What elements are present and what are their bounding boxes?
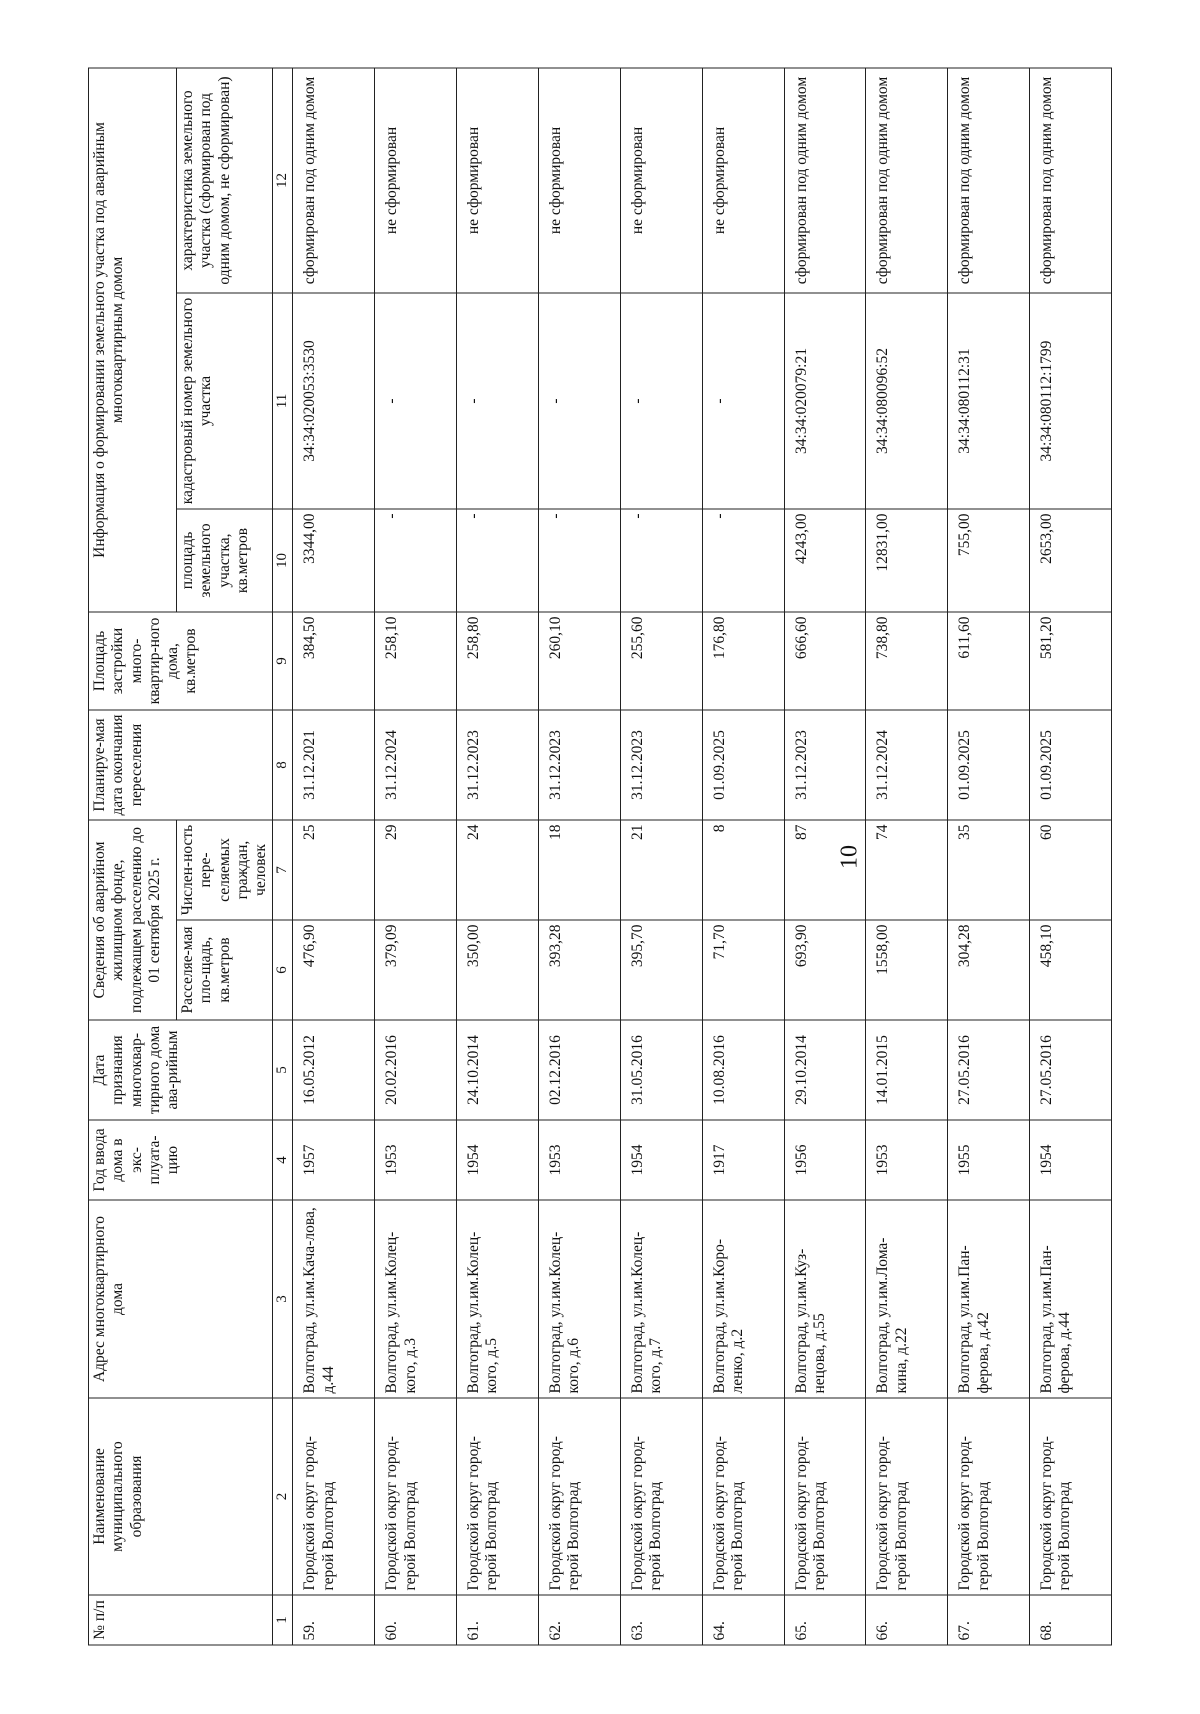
- cell-cadastral: -: [702, 293, 784, 509]
- header-land-area: площадь земельного участка, кв.метров: [177, 509, 273, 612]
- cell-cadastral: 34:34:080096:52: [866, 293, 948, 509]
- header-land-char: характеристика земельного участка (сформирован под одним домом, не сформирован): [177, 68, 273, 293]
- cell-date-recognized: 27.05.2016: [948, 1020, 1030, 1120]
- cell-year: 1957: [293, 1120, 375, 1200]
- cell-building-area: 258,10: [375, 612, 457, 710]
- cell-land-area: 3344,00: [293, 509, 375, 612]
- column-number: 12: [273, 68, 293, 293]
- cell-address: Волгоград, ул.им.Куз-нецова, д.55: [784, 1200, 866, 1398]
- cell-building-area: 176,80: [702, 612, 784, 710]
- cell-people: 60: [1030, 820, 1112, 920]
- column-number: 4: [273, 1120, 293, 1200]
- header-name: Наименование муниципального образования: [89, 1398, 273, 1595]
- column-number-row: [273, 68, 293, 1645]
- cell-land-area: -: [620, 509, 702, 612]
- column-number: 6: [273, 920, 293, 1020]
- cell-name: Городской округ город-герой Волгоград: [293, 1398, 375, 1595]
- cell-planned-date: 31.12.2023: [784, 710, 866, 820]
- cell-land-area: 4243,00: [784, 509, 866, 612]
- cell-name: Городской округ город-герой Волгоград: [948, 1398, 1030, 1595]
- cell-date-recognized: 29.10.2014: [784, 1020, 866, 1120]
- cell-no: 68.: [1030, 1595, 1112, 1645]
- cell-building-area: 581,20: [1030, 612, 1112, 710]
- cell-cadastral: 34:34:080112:1799: [1030, 293, 1112, 509]
- table-row: [948, 68, 1030, 1645]
- cell-area-resettled: 71,70: [702, 920, 784, 1020]
- cell-address: Волгоград, ул.им.Кача-лова, д.44: [293, 1200, 375, 1398]
- cell-people: 8: [702, 820, 784, 920]
- cell-area-resettled: 304,28: [948, 920, 1030, 1020]
- cell-year: 1954: [457, 1120, 539, 1200]
- table-row: [457, 68, 539, 1645]
- cell-building-area: 384,50: [293, 612, 375, 710]
- table-body: [293, 68, 1112, 1645]
- cell-date-recognized: 20.02.2016: [375, 1020, 457, 1120]
- cell-date-recognized: 16.05.2012: [293, 1020, 375, 1120]
- cell-no: 66.: [866, 1595, 948, 1645]
- cell-land-char: не сформирован: [375, 68, 457, 293]
- cell-address: Волгоград, ул.им.Пан-ферова, д.42: [948, 1200, 1030, 1398]
- cell-date-recognized: 14.01.2015: [866, 1020, 948, 1120]
- cell-people: 18: [538, 820, 620, 920]
- header-year: Год ввода дома в экс-плуата-цию: [89, 1120, 273, 1200]
- cell-area-resettled: 395,70: [620, 920, 702, 1020]
- cell-planned-date: 31.12.2024: [866, 710, 948, 820]
- cell-planned-date: 01.09.2025: [948, 710, 1030, 820]
- emergency-housing-table: [88, 68, 1112, 1646]
- cell-no: 61.: [457, 1595, 539, 1645]
- cell-land-area: 2653,00: [1030, 509, 1112, 612]
- cell-planned-date: 01.09.2025: [702, 710, 784, 820]
- cell-name: Городской округ город-герой Волгоград: [702, 1398, 784, 1595]
- header-date-recognized: Дата признания многоквар-тирного дома ава-рийным: [89, 1020, 273, 1120]
- cell-planned-date: 31.12.2024: [375, 710, 457, 820]
- table-row: [538, 68, 620, 1645]
- table-header: [89, 68, 293, 1645]
- cell-year: 1955: [948, 1120, 1030, 1200]
- cell-cadastral: 34:34:080112:31: [948, 293, 1030, 509]
- cell-building-area: 611,60: [948, 612, 1030, 710]
- cell-land-char: сформирован под одним домом: [948, 68, 1030, 293]
- cell-land-area: -: [375, 509, 457, 612]
- cell-no: 59.: [293, 1595, 375, 1645]
- column-number: 7: [273, 820, 293, 920]
- cell-no: 60.: [375, 1595, 457, 1645]
- table-row: [1030, 68, 1112, 1645]
- header-planned-date: Планируе-мая дата окончания переселения: [89, 710, 273, 820]
- cell-date-recognized: 24.10.2014: [457, 1020, 539, 1120]
- cell-planned-date: 31.12.2023: [620, 710, 702, 820]
- cell-land-char: сформирован под одним домом: [293, 68, 375, 293]
- cell-people: 74: [866, 820, 948, 920]
- cell-planned-date: 31.12.2023: [457, 710, 539, 820]
- cell-building-area: 258,80: [457, 612, 539, 710]
- cell-building-area: 260,10: [538, 612, 620, 710]
- cell-land-char: сформирован под одним домом: [784, 68, 866, 293]
- cell-land-area: -: [538, 509, 620, 612]
- cell-land-area: 12831,00: [866, 509, 948, 612]
- cell-area-resettled: 393,28: [538, 920, 620, 1020]
- cell-building-area: 255,60: [620, 612, 702, 710]
- cell-land-char: не сформирован: [538, 68, 620, 293]
- cell-cadastral: -: [538, 293, 620, 509]
- cell-address: Волгоград, ул.им.Коро-ленко, д.2: [702, 1200, 784, 1398]
- table-row: [784, 68, 866, 1645]
- cell-year: 1917: [702, 1120, 784, 1200]
- cell-land-char: не сформирован: [620, 68, 702, 293]
- column-number: 10: [273, 509, 293, 612]
- header-cadastral: кадастровый номер земельного участка: [177, 293, 273, 509]
- cell-land-char: не сформирован: [702, 68, 784, 293]
- cell-cadastral: 34:34:020079:21: [784, 293, 866, 509]
- cell-planned-date: 01.09.2025: [1030, 710, 1112, 820]
- cell-planned-date: 31.12.2021: [293, 710, 375, 820]
- cell-no: 65.: [784, 1595, 866, 1645]
- table-row: [293, 68, 375, 1645]
- cell-no: 67.: [948, 1595, 1030, 1645]
- cell-address: Волгоград, ул.им.Колец-кого, д.6: [538, 1200, 620, 1398]
- cell-address: Волгоград, ул.им.Колец-кого, д.3: [375, 1200, 457, 1398]
- cell-area-resettled: 476,90: [293, 920, 375, 1020]
- cell-land-char: сформирован под одним домом: [1030, 68, 1112, 293]
- column-number: 11: [273, 293, 293, 509]
- cell-address: Волгоград, ул.им.Лома-кина, д.22: [866, 1200, 948, 1398]
- cell-area-resettled: 693,90: [784, 920, 866, 1020]
- cell-area-resettled: 350,00: [457, 920, 539, 1020]
- column-number: 8: [273, 710, 293, 820]
- column-number: 3: [273, 1200, 293, 1398]
- cell-no: 63.: [620, 1595, 702, 1645]
- cell-land-area: -: [702, 509, 784, 612]
- cell-building-area: 666,60: [784, 612, 866, 710]
- cell-address: Волгоград, ул.им.Колец-кого, д.7: [620, 1200, 702, 1398]
- cell-people: 21: [620, 820, 702, 920]
- table-row: [866, 68, 948, 1645]
- column-number: 1: [273, 1595, 293, 1645]
- cell-people: 87: [784, 820, 866, 920]
- cell-people: 24: [457, 820, 539, 920]
- cell-area-resettled: 458,10: [1030, 920, 1112, 1020]
- header-land-group: Информация о формировании земельного участка под аварийным многоквартирным домом: [89, 68, 177, 612]
- header-area-resettled: Расселяе-мая пло-щадь, кв.метров: [177, 920, 273, 1020]
- table-row: [620, 68, 702, 1645]
- cell-people: 35: [948, 820, 1030, 920]
- rotated-table-container: [88, 69, 1112, 1646]
- header-people: Числен-ность пере-селяемых граждан, человек: [177, 820, 273, 920]
- column-number: 2: [273, 1398, 293, 1595]
- page-number: 10: [836, 845, 863, 869]
- cell-land-area: -: [457, 509, 539, 612]
- cell-no: 62.: [538, 1595, 620, 1645]
- header-no: № п/п: [89, 1595, 273, 1645]
- cell-year: 1954: [1030, 1120, 1112, 1200]
- cell-land-area: 755,00: [948, 509, 1030, 612]
- cell-year: 1953: [866, 1120, 948, 1200]
- cell-year: 1953: [538, 1120, 620, 1200]
- cell-date-recognized: 10.08.2016: [702, 1020, 784, 1120]
- cell-address: Волгоград, ул.им.Пан-ферова, д.44: [1030, 1200, 1112, 1398]
- cell-name: Городской округ город-герой Волгоград: [784, 1398, 866, 1595]
- cell-year: 1953: [375, 1120, 457, 1200]
- header-housing-group: Сведения об аварийном жилищном фонде, подлежащем расселению до 01 сентября 2025 г.: [89, 820, 177, 1020]
- cell-area-resettled: 1558,00: [866, 920, 948, 1020]
- table-row: [375, 68, 457, 1645]
- header-address: Адрес многоквартирного дома: [89, 1200, 273, 1398]
- cell-land-char: сформирован под одним домом: [866, 68, 948, 293]
- cell-people: 25: [293, 820, 375, 920]
- cell-building-area: 738,80: [866, 612, 948, 710]
- cell-cadastral: -: [457, 293, 539, 509]
- cell-date-recognized: 27.05.2016: [1030, 1020, 1112, 1120]
- cell-name: Городской округ город-герой Волгоград: [375, 1398, 457, 1595]
- cell-cadastral: -: [375, 293, 457, 509]
- cell-name: Городской округ город-герой Волгоград: [457, 1398, 539, 1595]
- cell-name: Городской округ город-герой Волгоград: [1030, 1398, 1112, 1595]
- cell-year: 1956: [784, 1120, 866, 1200]
- header-building-area: Площадь застройки много-квартир-ного дома, кв.метров: [89, 612, 273, 710]
- cell-people: 29: [375, 820, 457, 920]
- column-number: 9: [273, 612, 293, 710]
- cell-area-resettled: 379,09: [375, 920, 457, 1020]
- cell-name: Городской округ город-герой Волгоград: [620, 1398, 702, 1595]
- cell-date-recognized: 02.12.2016: [538, 1020, 620, 1120]
- cell-no: 64.: [702, 1595, 784, 1645]
- cell-cadastral: 34:34:020053:3530: [293, 293, 375, 509]
- cell-land-char: не сформирован: [457, 68, 539, 293]
- cell-name: Городской округ город-герой Волгоград: [866, 1398, 948, 1595]
- cell-address: Волгоград, ул.им.Колец-кого, д.5: [457, 1200, 539, 1398]
- cell-year: 1954: [620, 1120, 702, 1200]
- cell-name: Городской округ город-герой Волгоград: [538, 1398, 620, 1595]
- cell-planned-date: 31.12.2023: [538, 710, 620, 820]
- cell-date-recognized: 31.05.2016: [620, 1020, 702, 1120]
- column-number: 5: [273, 1020, 293, 1120]
- table-row: [702, 68, 784, 1645]
- cell-cadastral: -: [620, 293, 702, 509]
